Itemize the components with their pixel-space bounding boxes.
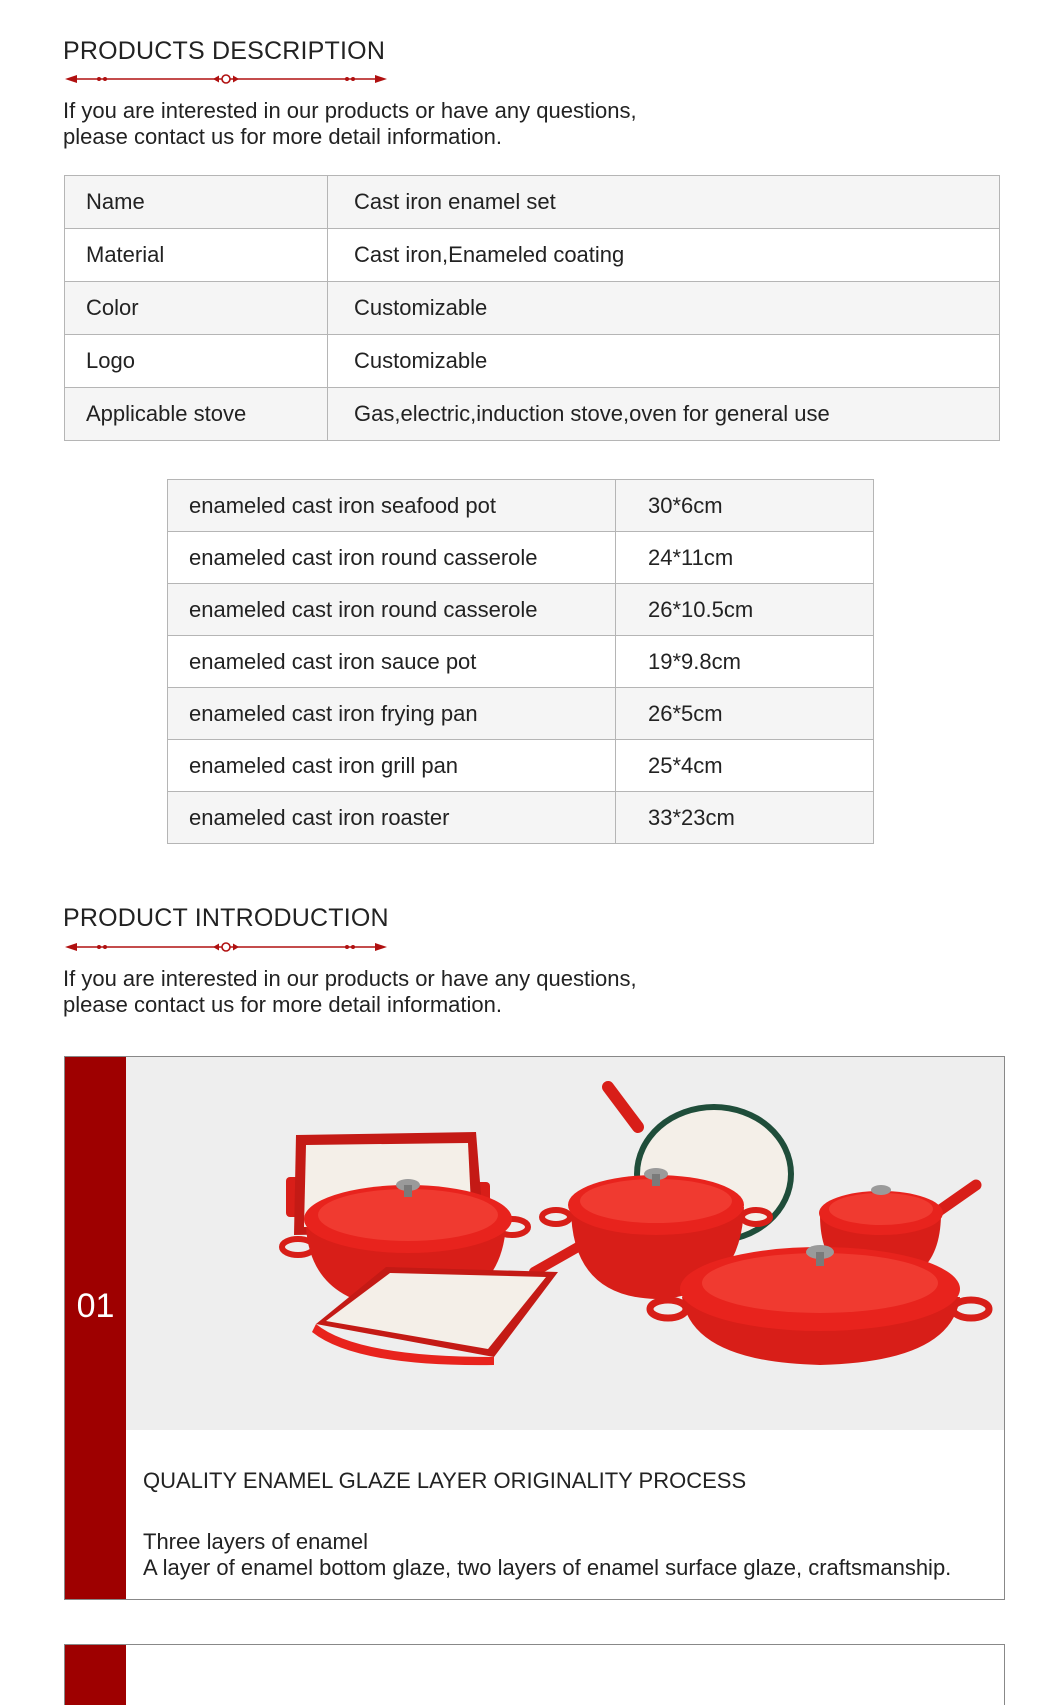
spec-table [64, 175, 1000, 441]
spec-value: Cast iron enamel set [328, 176, 1000, 229]
table-row [168, 792, 874, 844]
divider-ornament [63, 940, 389, 954]
divider-ornament [63, 72, 389, 86]
feature-headline: QUALITY ENAMEL GLAZE LAYER ORIGINALITY PROCESS [143, 1468, 747, 1493]
size-value: 26*5cm [616, 688, 874, 740]
intro-line: please contact us for more detail information. [63, 992, 503, 1017]
products-description-intro [63, 98, 637, 150]
size-item: enameled cast iron round casserole [168, 584, 616, 636]
cookware-illustration [126, 1057, 1004, 1430]
size-value: 24*11cm [616, 532, 874, 584]
size-value: 26*10.5cm [616, 584, 874, 636]
table-row [65, 229, 1000, 282]
size-table [167, 479, 874, 844]
size-item: enameled cast iron roaster [168, 792, 616, 844]
product-introduction-title: PRODUCT INTRODUCTION [63, 904, 389, 932]
table-row [168, 636, 874, 688]
table-row [65, 388, 1000, 441]
size-item: enameled cast iron grill pan [168, 740, 616, 792]
spec-key: Applicable stove [65, 388, 328, 441]
cookware-set-photo [126, 1057, 1004, 1430]
table-row [65, 176, 1000, 229]
size-item: enameled cast iron frying pan [168, 688, 616, 740]
size-value: 33*23cm [616, 792, 874, 844]
spec-value: Gas,electric,induction stove,oven for general use [328, 388, 1000, 441]
feature-card [64, 1056, 1005, 1600]
table-row [168, 584, 874, 636]
spec-key: Logo [65, 335, 328, 388]
products-description-title: PRODUCTS DESCRIPTION [63, 37, 386, 65]
size-item: enameled cast iron sauce pot [168, 636, 616, 688]
feature-detail: A layer of enamel bottom glaze, two layers of enamel surface glaze, craftsmanship. [143, 1555, 952, 1580]
table-row [168, 532, 874, 584]
spec-value: Customizable [328, 335, 1000, 388]
feature-accent-bar [65, 1645, 126, 1705]
table-row [168, 688, 874, 740]
spec-key: Name [65, 176, 328, 229]
intro-line: If you are interested in our products or have any questions, [63, 98, 637, 123]
size-value: 19*9.8cm [616, 636, 874, 688]
size-item: enameled cast iron round casserole [168, 532, 616, 584]
table-row [168, 480, 874, 532]
table-row [65, 282, 1000, 335]
table-row [168, 740, 874, 792]
size-item: enameled cast iron seafood pot [168, 480, 616, 532]
feature-number: 01 [76, 1287, 115, 1325]
feature-subtitle: Three layers of enamel [143, 1529, 368, 1554]
feature-accent-bar [65, 1057, 126, 1599]
intro-line: please contact us for more detail information. [63, 124, 503, 149]
size-value: 30*6cm [616, 480, 874, 532]
feature-description [143, 1529, 951, 1581]
size-value: 25*4cm [616, 740, 874, 792]
spec-key: Material [65, 229, 328, 282]
product-introduction-intro [63, 966, 637, 1018]
intro-line: If you are interested in our products or have any questions, [63, 966, 637, 991]
table-row [65, 335, 1000, 388]
spec-value: Customizable [328, 282, 1000, 335]
spec-key: Color [65, 282, 328, 335]
spec-value: Cast iron,Enameled coating [328, 229, 1000, 282]
feature-card [64, 1644, 1005, 1705]
